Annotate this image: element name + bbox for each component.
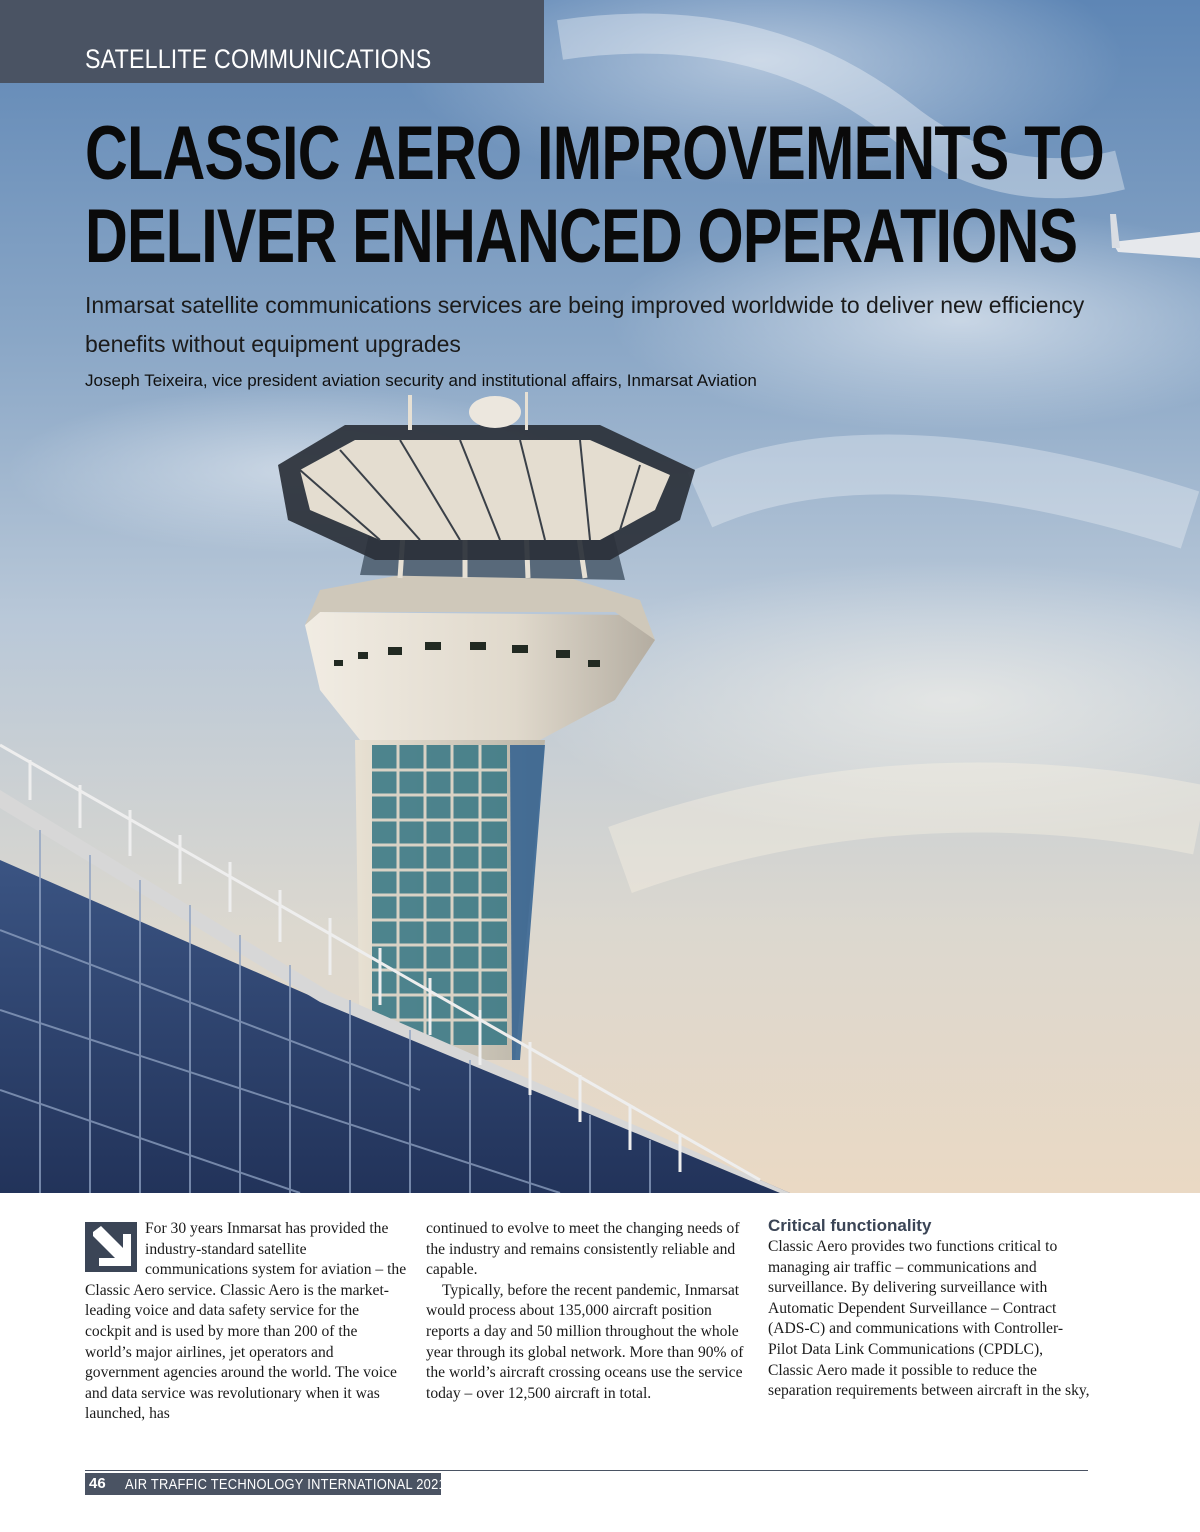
aircraft-wing-icon: [1110, 214, 1200, 258]
col1-paragraph-1: For 30 years Inmarsat has provided the industry-standard satellite communications system for aviation – the Classic Aero service. Classic Aero is the market-leading voice and data safety service for the cockpit and is used by more than 200 of the world’s major airlines, jet operators and government agencies around the world. The voice and data service was revolutionary when it was launched, has: [85, 1220, 407, 1423]
critical-functionality-heading: Critical functionality: [768, 1216, 932, 1235]
footer-rule: [85, 1470, 1088, 1471]
article-column-1: [85, 1219, 407, 1425]
standfirst: Inmarsat satellite communications services are being improved worldwide to deliver new efficiency benefits without equipment upgrades: [85, 292, 1085, 357]
section-tab: [0, 0, 544, 83]
section-label: SATELLITE COMMUNICATIONS: [85, 44, 432, 74]
page-number: 46: [89, 1475, 106, 1492]
headline-line-2: DELIVER ENHANCED OPERATIONS: [85, 194, 1078, 279]
col2-paragraph-1: continued to evolve to meet the changing needs of the industry and remains consistently reliable and capable.: [426, 1220, 740, 1279]
folio: [85, 1473, 446, 1495]
article-column-2: [426, 1219, 748, 1404]
col2-paragraph-2: Typically, before the recent pandemic, Inmarsat would process about 135,000 aircraft position reports a day and 50 million throughout the whole year through its global network. More than 90% of the world’s aircraft crossing oceans use the service today – over 12,500 aircraft in total.: [426, 1281, 744, 1402]
byline: Joseph Teixeira, vice president aviation security and institutional affairs, Inmarsat Aviation: [85, 371, 757, 390]
publication-name: AIR TRAFFIC TECHNOLOGY INTERNATIONAL 2021: [125, 1476, 446, 1493]
headline-line-1: CLASSIC AERO IMPROVEMENTS TO: [85, 111, 1104, 196]
article-column-3: [768, 1216, 1090, 1402]
arrow-down-right-icon: [85, 1222, 137, 1272]
headline: [85, 111, 1104, 279]
col3-paragraph-1: Classic Aero provides two functions critical to managing air traffic – communications and surveillance. By delivering surveillance with Automatic Dependent Surveillance – Contract (ADS-C) and communications with Controller-Pilot Data Link Communications (CPDLC), Classic Aero made it possible to reduce the separation requirements between aircraft in the sky,: [768, 1238, 1090, 1400]
